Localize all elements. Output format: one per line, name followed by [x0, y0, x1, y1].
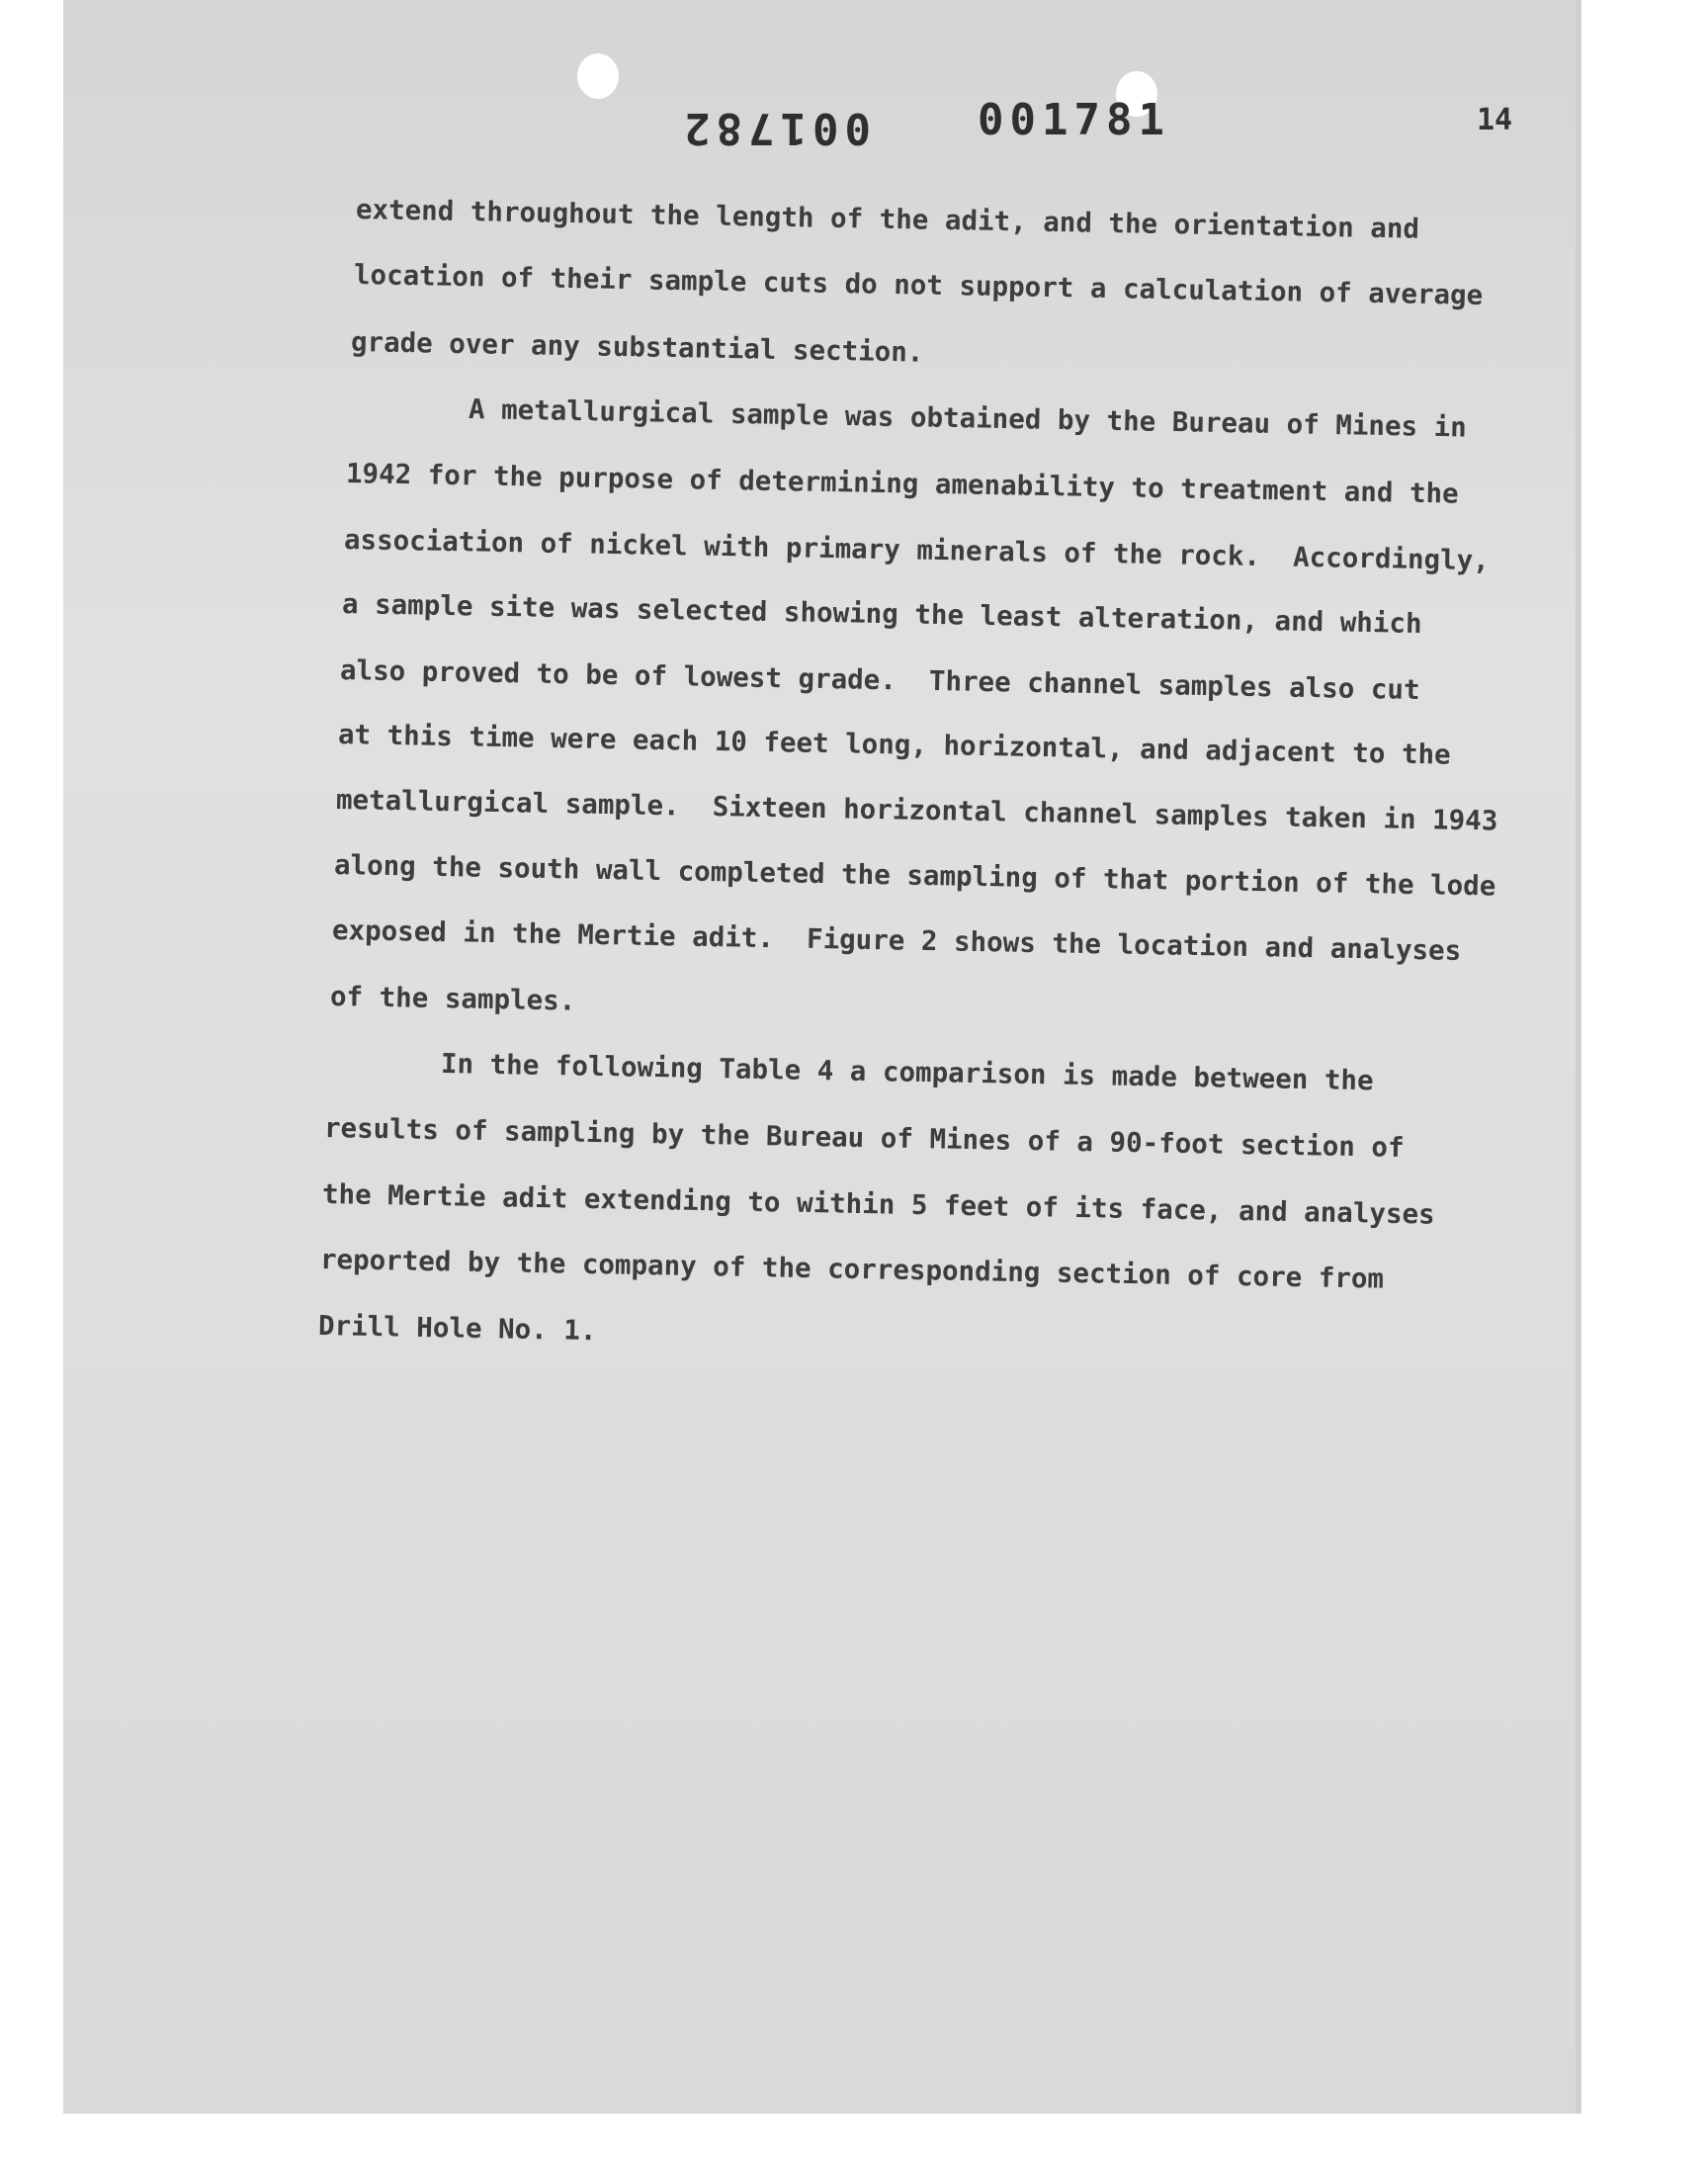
body-line: also proved to be of lowest grade. Three channel samples also cut: [339, 654, 1420, 707]
page-edge-shadow: [1576, 0, 1581, 2114]
body-line: reported by the company of the corresponding section of core from: [319, 1244, 1385, 1295]
body-line: grade over any substantial section.: [350, 326, 924, 369]
body-line: metallurgical sample. Sixteen horizontal channel samples taken in 1943: [335, 784, 1498, 837]
body-line: at this time were each 10 feet long, horizontal, and adjacent to the: [337, 719, 1451, 771]
body-line: exposed in the Mertie adit. Figure 2 shows the location and analyses: [331, 914, 1462, 967]
document-page: [63, 0, 1581, 2114]
page-number: 14: [1477, 103, 1513, 137]
body-line: 1942 for the purpose of determining amenability to treatment and the: [345, 458, 1459, 510]
body-line: Drill Hole No. 1.: [317, 1310, 597, 1348]
body-line: along the south wall completed the sampling of that portion of the lode: [333, 849, 1496, 903]
body-line: In the following Table 4 a comparison is made between the: [440, 1048, 1374, 1097]
punch-hole-left: [577, 53, 619, 99]
body-line: results of sampling by the Bureau of Mines of a 90-foot section of: [323, 1112, 1405, 1165]
body-line: the Mertie adit extending to within 5 feet of its face, and analyses: [321, 1178, 1435, 1231]
body-line: extend throughout the length of the adit, and the orientation and: [355, 194, 1420, 245]
body-line: association of nickel with primary minerals of the rock. Accordingly,: [343, 524, 1491, 577]
serial-stamp: 001781: [978, 95, 1170, 145]
mirrored-serial-stamp: 001782: [678, 103, 871, 153]
body-line: A metallurgical sample was obtained by the Bureau of Mines in: [468, 393, 1468, 444]
body-line: location of their sample cuts do not support a calculation of average: [353, 259, 1484, 311]
body-line: of the samples.: [329, 981, 576, 1017]
body-line: a sample site was selected showing the least alteration, and which: [341, 588, 1422, 641]
